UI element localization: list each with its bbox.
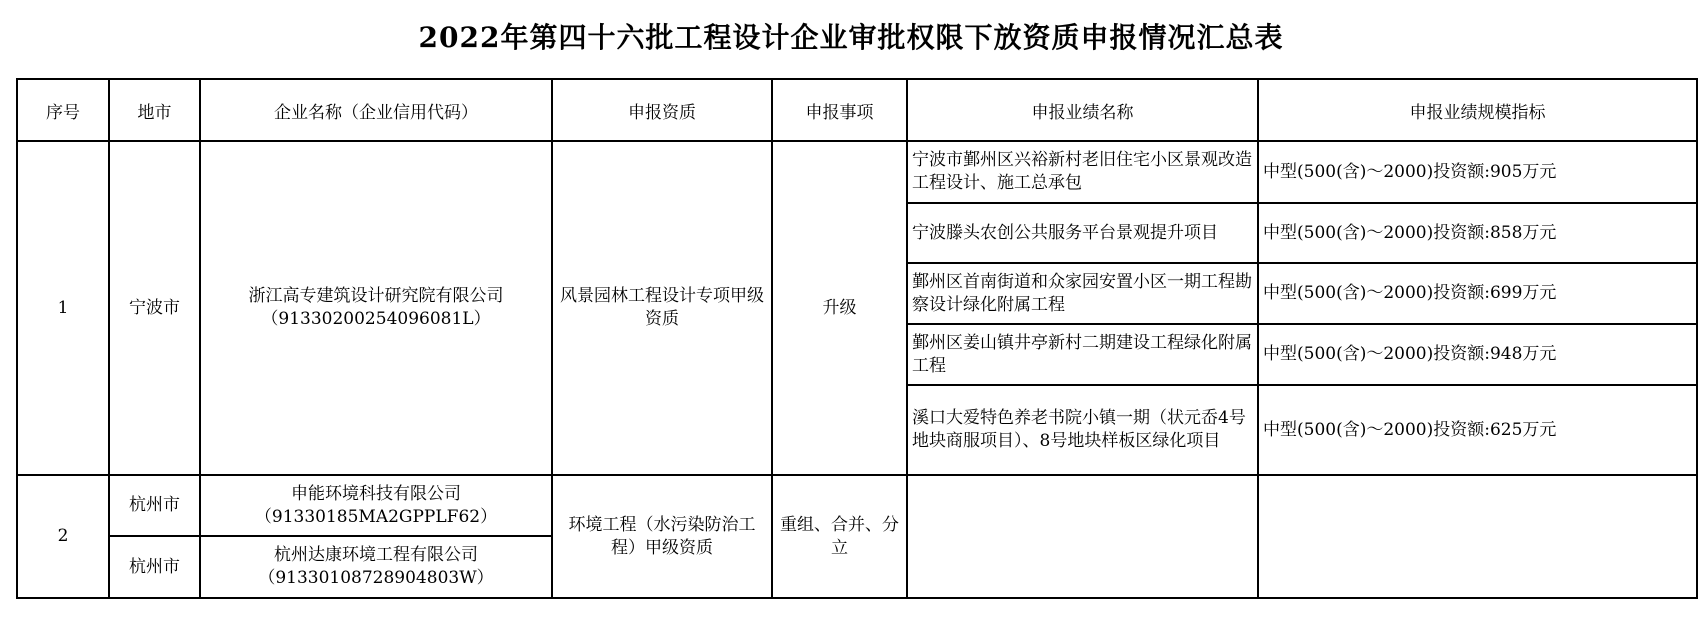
header-scale: 申报业绩规模指标 (1258, 79, 1697, 141)
matter-cell: 升级 (772, 141, 907, 475)
company-name: 杭州达康环境工程有限公司 (274, 545, 478, 565)
header-row (17, 79, 1697, 141)
company-code: （91330185MA2GPPLF62） (254, 506, 498, 527)
scale-cell: 中型(500(含)～2000)投资额:625万元 (1258, 385, 1697, 475)
project-name-cell: 宁波滕头农创公共服务平台景观提升项目 (907, 203, 1258, 263)
city-cell: 杭州市 (109, 475, 200, 536)
scale-cell-empty (1258, 475, 1697, 598)
summary-table (16, 78, 1698, 599)
document-title: 2022年第四十六批工程设计企业审批权限下放资质申报情况汇总表 (418, 21, 1284, 54)
project-name-cell: 鄞州区姜山镇井亭新村二期建设工程绿化附属工程 (907, 324, 1258, 385)
header-matter: 申报事项 (772, 79, 907, 141)
qualification-cell: 风景园林工程设计专项甲级资质 (552, 141, 772, 475)
matter-cell: 重组、合并、分立 (772, 475, 907, 598)
seq-cell: 2 (17, 475, 109, 598)
company-code: （91330108728904803W） (258, 568, 494, 588)
company-name: 申能环境科技有限公司 (291, 483, 461, 504)
seq-cell: 1 (17, 141, 109, 475)
scale-cell: 中型(500(含)～2000)投资额:905万元 (1258, 141, 1697, 203)
project-name-cell: 宁波市鄞州区兴裕新村老旧住宅小区景观改造工程设计、施工总承包 (907, 141, 1258, 203)
qualification-cell: 环境工程（水污染防治工程）甲级资质 (552, 475, 772, 598)
company-cell (200, 475, 552, 536)
scale-cell: 中型(500(含)～2000)投资额:858万元 (1258, 203, 1697, 263)
project-name-cell: 溪口大爱特色养老书院小镇一期（状元岙4号地块商服项目）、8号地块样板区绿化项目 (907, 385, 1258, 475)
header-city: 地市 (109, 79, 200, 141)
company-name: 浙江高专建筑设计研究院有限公司 (248, 286, 504, 306)
table-row (17, 141, 1697, 203)
table-row (17, 475, 1697, 536)
company-code: （91330200254096081L） (261, 309, 491, 329)
scale-cell: 中型(500(含)～2000)投资额:699万元 (1258, 263, 1697, 324)
project-name-cell: 鄞州区首南街道和众家园安置小区一期工程勘察设计绿化附属工程 (907, 263, 1258, 324)
header-project: 申报业绩名称 (907, 79, 1258, 141)
header-qualification: 申报资质 (552, 79, 772, 141)
city-cell: 宁波市 (109, 141, 200, 475)
project-name-cell-empty (907, 475, 1258, 598)
scale-cell: 中型(500(含)～2000)投资额:948万元 (1258, 324, 1697, 385)
city-cell: 杭州市 (109, 536, 200, 598)
company-cell (200, 141, 552, 475)
header-seq: 序号 (17, 79, 109, 141)
company-cell (200, 536, 552, 598)
header-company: 企业名称（企业信用代码） (200, 79, 552, 141)
